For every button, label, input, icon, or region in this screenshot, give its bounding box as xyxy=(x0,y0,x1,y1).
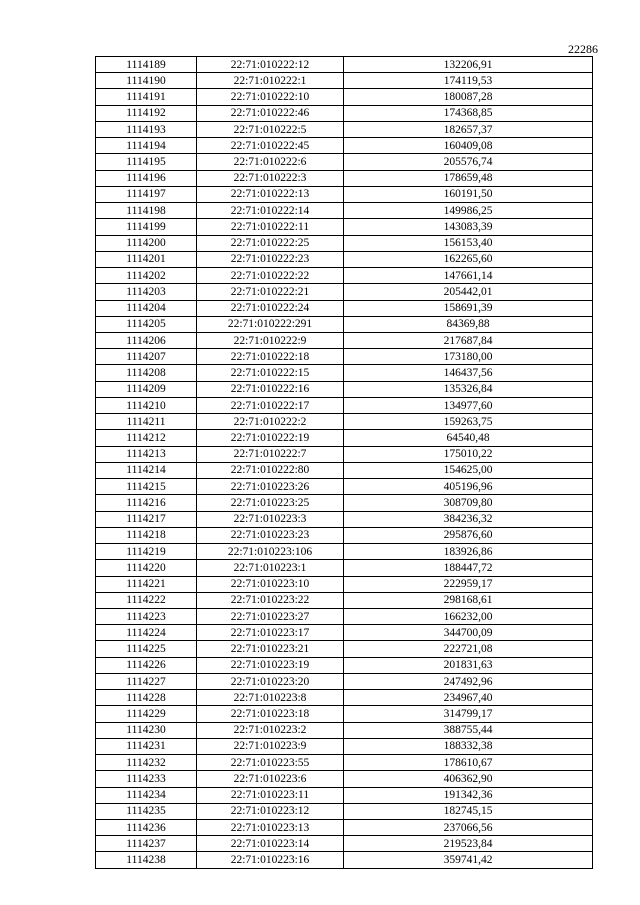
id-cell: 1114203 xyxy=(96,284,197,300)
table-row xyxy=(96,803,593,819)
id-cell: 1114237 xyxy=(96,836,197,852)
table-row xyxy=(96,657,593,673)
id-cell: 1114228 xyxy=(96,690,197,706)
table-row xyxy=(96,57,593,73)
table-row xyxy=(96,268,593,284)
value-cell: 388755,44 xyxy=(344,722,593,738)
value-cell: 64540,48 xyxy=(344,430,593,446)
table-row xyxy=(96,446,593,462)
id-cell: 1114201 xyxy=(96,251,197,267)
cadastral-number-cell: 22:71:010223:25 xyxy=(197,495,344,511)
table-row xyxy=(96,235,593,251)
table-row xyxy=(96,170,593,186)
cadastral-number-cell: 22:71:010222:24 xyxy=(197,300,344,316)
id-cell: 1114230 xyxy=(96,722,197,738)
value-cell: 173180,00 xyxy=(344,349,593,365)
cadastral-number-cell: 22:71:010223:23 xyxy=(197,527,344,543)
id-cell: 1114192 xyxy=(96,105,197,121)
value-cell: 143083,39 xyxy=(344,219,593,235)
table-row xyxy=(96,89,593,105)
cadastral-number-cell: 22:71:010222:18 xyxy=(197,349,344,365)
value-cell: 247492,96 xyxy=(344,673,593,689)
id-cell: 1114205 xyxy=(96,316,197,332)
value-cell: 162265,60 xyxy=(344,251,593,267)
value-cell: 134977,60 xyxy=(344,397,593,413)
value-cell: 234967,40 xyxy=(344,690,593,706)
id-cell: 1114231 xyxy=(96,738,197,754)
value-cell: 178610,67 xyxy=(344,755,593,771)
value-cell: 149986,25 xyxy=(344,203,593,219)
value-cell: 146437,56 xyxy=(344,365,593,381)
table-row xyxy=(96,560,593,576)
cadastral-number-cell: 22:71:010223:13 xyxy=(197,820,344,836)
value-cell: 344700,09 xyxy=(344,625,593,641)
value-cell: 183926,86 xyxy=(344,544,593,560)
id-cell: 1114212 xyxy=(96,430,197,446)
table-row xyxy=(96,462,593,478)
cadastral-number-cell: 22:71:010223:2 xyxy=(197,722,344,738)
id-cell: 1114232 xyxy=(96,755,197,771)
id-cell: 1114202 xyxy=(96,268,197,284)
table-row xyxy=(96,105,593,121)
value-cell: 159263,75 xyxy=(344,414,593,430)
table-row xyxy=(96,625,593,641)
id-cell: 1114200 xyxy=(96,235,197,251)
table-row xyxy=(96,787,593,803)
value-cell: 191342,36 xyxy=(344,787,593,803)
value-cell: 180087,28 xyxy=(344,89,593,105)
table-row xyxy=(96,154,593,170)
cadastral-number-cell: 22:71:010222:22 xyxy=(197,268,344,284)
id-cell: 1114208 xyxy=(96,365,197,381)
value-cell: 160191,50 xyxy=(344,186,593,202)
value-cell: 178659,48 xyxy=(344,170,593,186)
data-table xyxy=(95,56,593,869)
table-row xyxy=(96,316,593,332)
value-cell: 84369,88 xyxy=(344,316,593,332)
id-cell: 1114236 xyxy=(96,820,197,836)
table-body xyxy=(96,57,593,869)
value-cell: 156153,40 xyxy=(344,235,593,251)
id-cell: 1114233 xyxy=(96,771,197,787)
id-cell: 1114195 xyxy=(96,154,197,170)
value-cell: 237066,56 xyxy=(344,820,593,836)
table-row xyxy=(96,641,593,657)
table-row xyxy=(96,349,593,365)
table-row xyxy=(96,544,593,560)
page-number: 22286 xyxy=(568,42,598,56)
table-row xyxy=(96,690,593,706)
cadastral-number-cell: 22:71:010222:11 xyxy=(197,219,344,235)
table-row xyxy=(96,73,593,89)
cadastral-number-cell: 22:71:010222:7 xyxy=(197,446,344,462)
table-row xyxy=(96,186,593,202)
value-cell: 175010,22 xyxy=(344,446,593,462)
table-row xyxy=(96,365,593,381)
value-cell: 174368,85 xyxy=(344,105,593,121)
value-cell: 182657,37 xyxy=(344,121,593,137)
cadastral-number-cell: 22:71:010223:9 xyxy=(197,738,344,754)
table-row xyxy=(96,414,593,430)
value-cell: 158691,39 xyxy=(344,300,593,316)
id-cell: 1114210 xyxy=(96,397,197,413)
id-cell: 1114214 xyxy=(96,462,197,478)
value-cell: 217687,84 xyxy=(344,332,593,348)
cadastral-number-cell: 22:71:010222:13 xyxy=(197,186,344,202)
value-cell: 298168,61 xyxy=(344,592,593,608)
cadastral-number-cell: 22:71:010223:8 xyxy=(197,690,344,706)
value-cell: 174119,53 xyxy=(344,73,593,89)
cadastral-number-cell: 22:71:010223:16 xyxy=(197,852,344,868)
cadastral-number-cell: 22:71:010222:2 xyxy=(197,414,344,430)
table-row xyxy=(96,836,593,852)
cadastral-number-cell: 22:71:010222:3 xyxy=(197,170,344,186)
id-cell: 1114215 xyxy=(96,479,197,495)
value-cell: 201831,63 xyxy=(344,657,593,673)
value-cell: 132206,91 xyxy=(344,57,593,73)
table-row xyxy=(96,479,593,495)
cadastral-number-cell: 22:71:010223:26 xyxy=(197,479,344,495)
id-cell: 1114216 xyxy=(96,495,197,511)
table-row xyxy=(96,576,593,592)
cadastral-number-cell: 22:71:010222:16 xyxy=(197,381,344,397)
value-cell: 135326,84 xyxy=(344,381,593,397)
cadastral-number-cell: 22:71:010223:3 xyxy=(197,511,344,527)
value-cell: 308709,80 xyxy=(344,495,593,511)
value-cell: 222959,17 xyxy=(344,576,593,592)
id-cell: 1114238 xyxy=(96,852,197,868)
cadastral-number-cell: 22:71:010222:10 xyxy=(197,89,344,105)
id-cell: 1114224 xyxy=(96,625,197,641)
value-cell: 359741,42 xyxy=(344,852,593,868)
id-cell: 1114196 xyxy=(96,170,197,186)
id-cell: 1114207 xyxy=(96,349,197,365)
table-row xyxy=(96,706,593,722)
table-row xyxy=(96,511,593,527)
table-row xyxy=(96,430,593,446)
cadastral-number-cell: 22:71:010223:6 xyxy=(197,771,344,787)
table-row xyxy=(96,527,593,543)
value-cell: 154625,00 xyxy=(344,462,593,478)
value-cell: 219523,84 xyxy=(344,836,593,852)
table-row xyxy=(96,300,593,316)
id-cell: 1114191 xyxy=(96,89,197,105)
id-cell: 1114229 xyxy=(96,706,197,722)
value-cell: 182745,15 xyxy=(344,803,593,819)
table-row xyxy=(96,332,593,348)
table-row xyxy=(96,495,593,511)
id-cell: 1114235 xyxy=(96,803,197,819)
cadastral-number-cell: 22:71:010223:22 xyxy=(197,592,344,608)
table-row xyxy=(96,592,593,608)
value-cell: 205576,74 xyxy=(344,154,593,170)
table-row xyxy=(96,673,593,689)
cadastral-number-cell: 22:71:010223:10 xyxy=(197,576,344,592)
cadastral-number-cell: 22:71:010223:12 xyxy=(197,803,344,819)
cadastral-number-cell: 22:71:010222:25 xyxy=(197,235,344,251)
table-row xyxy=(96,771,593,787)
value-cell: 295876,60 xyxy=(344,527,593,543)
cadastral-number-cell: 22:71:010222:23 xyxy=(197,251,344,267)
id-cell: 1114194 xyxy=(96,138,197,154)
cadastral-number-cell: 22:71:010222:15 xyxy=(197,365,344,381)
table-row xyxy=(96,852,593,868)
table-row xyxy=(96,138,593,154)
id-cell: 1114204 xyxy=(96,300,197,316)
table-row xyxy=(96,381,593,397)
value-cell: 147661,14 xyxy=(344,268,593,284)
table-row xyxy=(96,397,593,413)
id-cell: 1114226 xyxy=(96,657,197,673)
value-cell: 205442,01 xyxy=(344,284,593,300)
cadastral-number-cell: 22:71:010222:5 xyxy=(197,121,344,137)
id-cell: 1114219 xyxy=(96,544,197,560)
cadastral-number-cell: 22:71:010223:17 xyxy=(197,625,344,641)
value-cell: 405196,96 xyxy=(344,479,593,495)
id-cell: 1114211 xyxy=(96,414,197,430)
cadastral-number-cell: 22:71:010223:11 xyxy=(197,787,344,803)
id-cell: 1114199 xyxy=(96,219,197,235)
cadastral-number-cell: 22:71:010222:19 xyxy=(197,430,344,446)
cadastral-number-cell: 22:71:010222:6 xyxy=(197,154,344,170)
cadastral-number-cell: 22:71:010222:14 xyxy=(197,203,344,219)
table-row xyxy=(96,608,593,624)
id-cell: 1114223 xyxy=(96,608,197,624)
cadastral-number-cell: 22:71:010223:14 xyxy=(197,836,344,852)
cadastral-number-cell: 22:71:010223:1 xyxy=(197,560,344,576)
value-cell: 406362,90 xyxy=(344,771,593,787)
id-cell: 1114222 xyxy=(96,592,197,608)
cadastral-number-cell: 22:71:010223:27 xyxy=(197,608,344,624)
value-cell: 314799,17 xyxy=(344,706,593,722)
table-row xyxy=(96,203,593,219)
cadastral-number-cell: 22:71:010222:291 xyxy=(197,316,344,332)
id-cell: 1114190 xyxy=(96,73,197,89)
table-row xyxy=(96,284,593,300)
cadastral-number-cell: 22:71:010222:1 xyxy=(197,73,344,89)
cadastral-number-cell: 22:71:010222:12 xyxy=(197,57,344,73)
id-cell: 1114206 xyxy=(96,332,197,348)
id-cell: 1114218 xyxy=(96,527,197,543)
id-cell: 1114217 xyxy=(96,511,197,527)
value-cell: 188447,72 xyxy=(344,560,593,576)
id-cell: 1114221 xyxy=(96,576,197,592)
table-row xyxy=(96,820,593,836)
value-cell: 384236,32 xyxy=(344,511,593,527)
id-cell: 1114234 xyxy=(96,787,197,803)
id-cell: 1114197 xyxy=(96,186,197,202)
cadastral-number-cell: 22:71:010222:80 xyxy=(197,462,344,478)
cadastral-number-cell: 22:71:010223:106 xyxy=(197,544,344,560)
cadastral-number-cell: 22:71:010222:9 xyxy=(197,332,344,348)
cadastral-number-cell: 22:71:010223:18 xyxy=(197,706,344,722)
table-row xyxy=(96,722,593,738)
table-row xyxy=(96,121,593,137)
id-cell: 1114193 xyxy=(96,121,197,137)
id-cell: 1114189 xyxy=(96,57,197,73)
value-cell: 166232,00 xyxy=(344,608,593,624)
cadastral-number-cell: 22:71:010223:21 xyxy=(197,641,344,657)
id-cell: 1114225 xyxy=(96,641,197,657)
cadastral-number-cell: 22:71:010223:19 xyxy=(197,657,344,673)
cadastral-number-cell: 22:71:010222:21 xyxy=(197,284,344,300)
cadastral-number-cell: 22:71:010222:46 xyxy=(197,105,344,121)
id-cell: 1114209 xyxy=(96,381,197,397)
id-cell: 1114227 xyxy=(96,673,197,689)
table-row xyxy=(96,738,593,754)
cadastral-number-cell: 22:71:010223:55 xyxy=(197,755,344,771)
value-cell: 188332,38 xyxy=(344,738,593,754)
value-cell: 160409,08 xyxy=(344,138,593,154)
cadastral-number-cell: 22:71:010223:20 xyxy=(197,673,344,689)
table-row xyxy=(96,219,593,235)
cadastral-number-cell: 22:71:010222:45 xyxy=(197,138,344,154)
table-row xyxy=(96,251,593,267)
id-cell: 1114198 xyxy=(96,203,197,219)
id-cell: 1114220 xyxy=(96,560,197,576)
cadastral-number-cell: 22:71:010222:17 xyxy=(197,397,344,413)
id-cell: 1114213 xyxy=(96,446,197,462)
value-cell: 222721,08 xyxy=(344,641,593,657)
table-row xyxy=(96,755,593,771)
